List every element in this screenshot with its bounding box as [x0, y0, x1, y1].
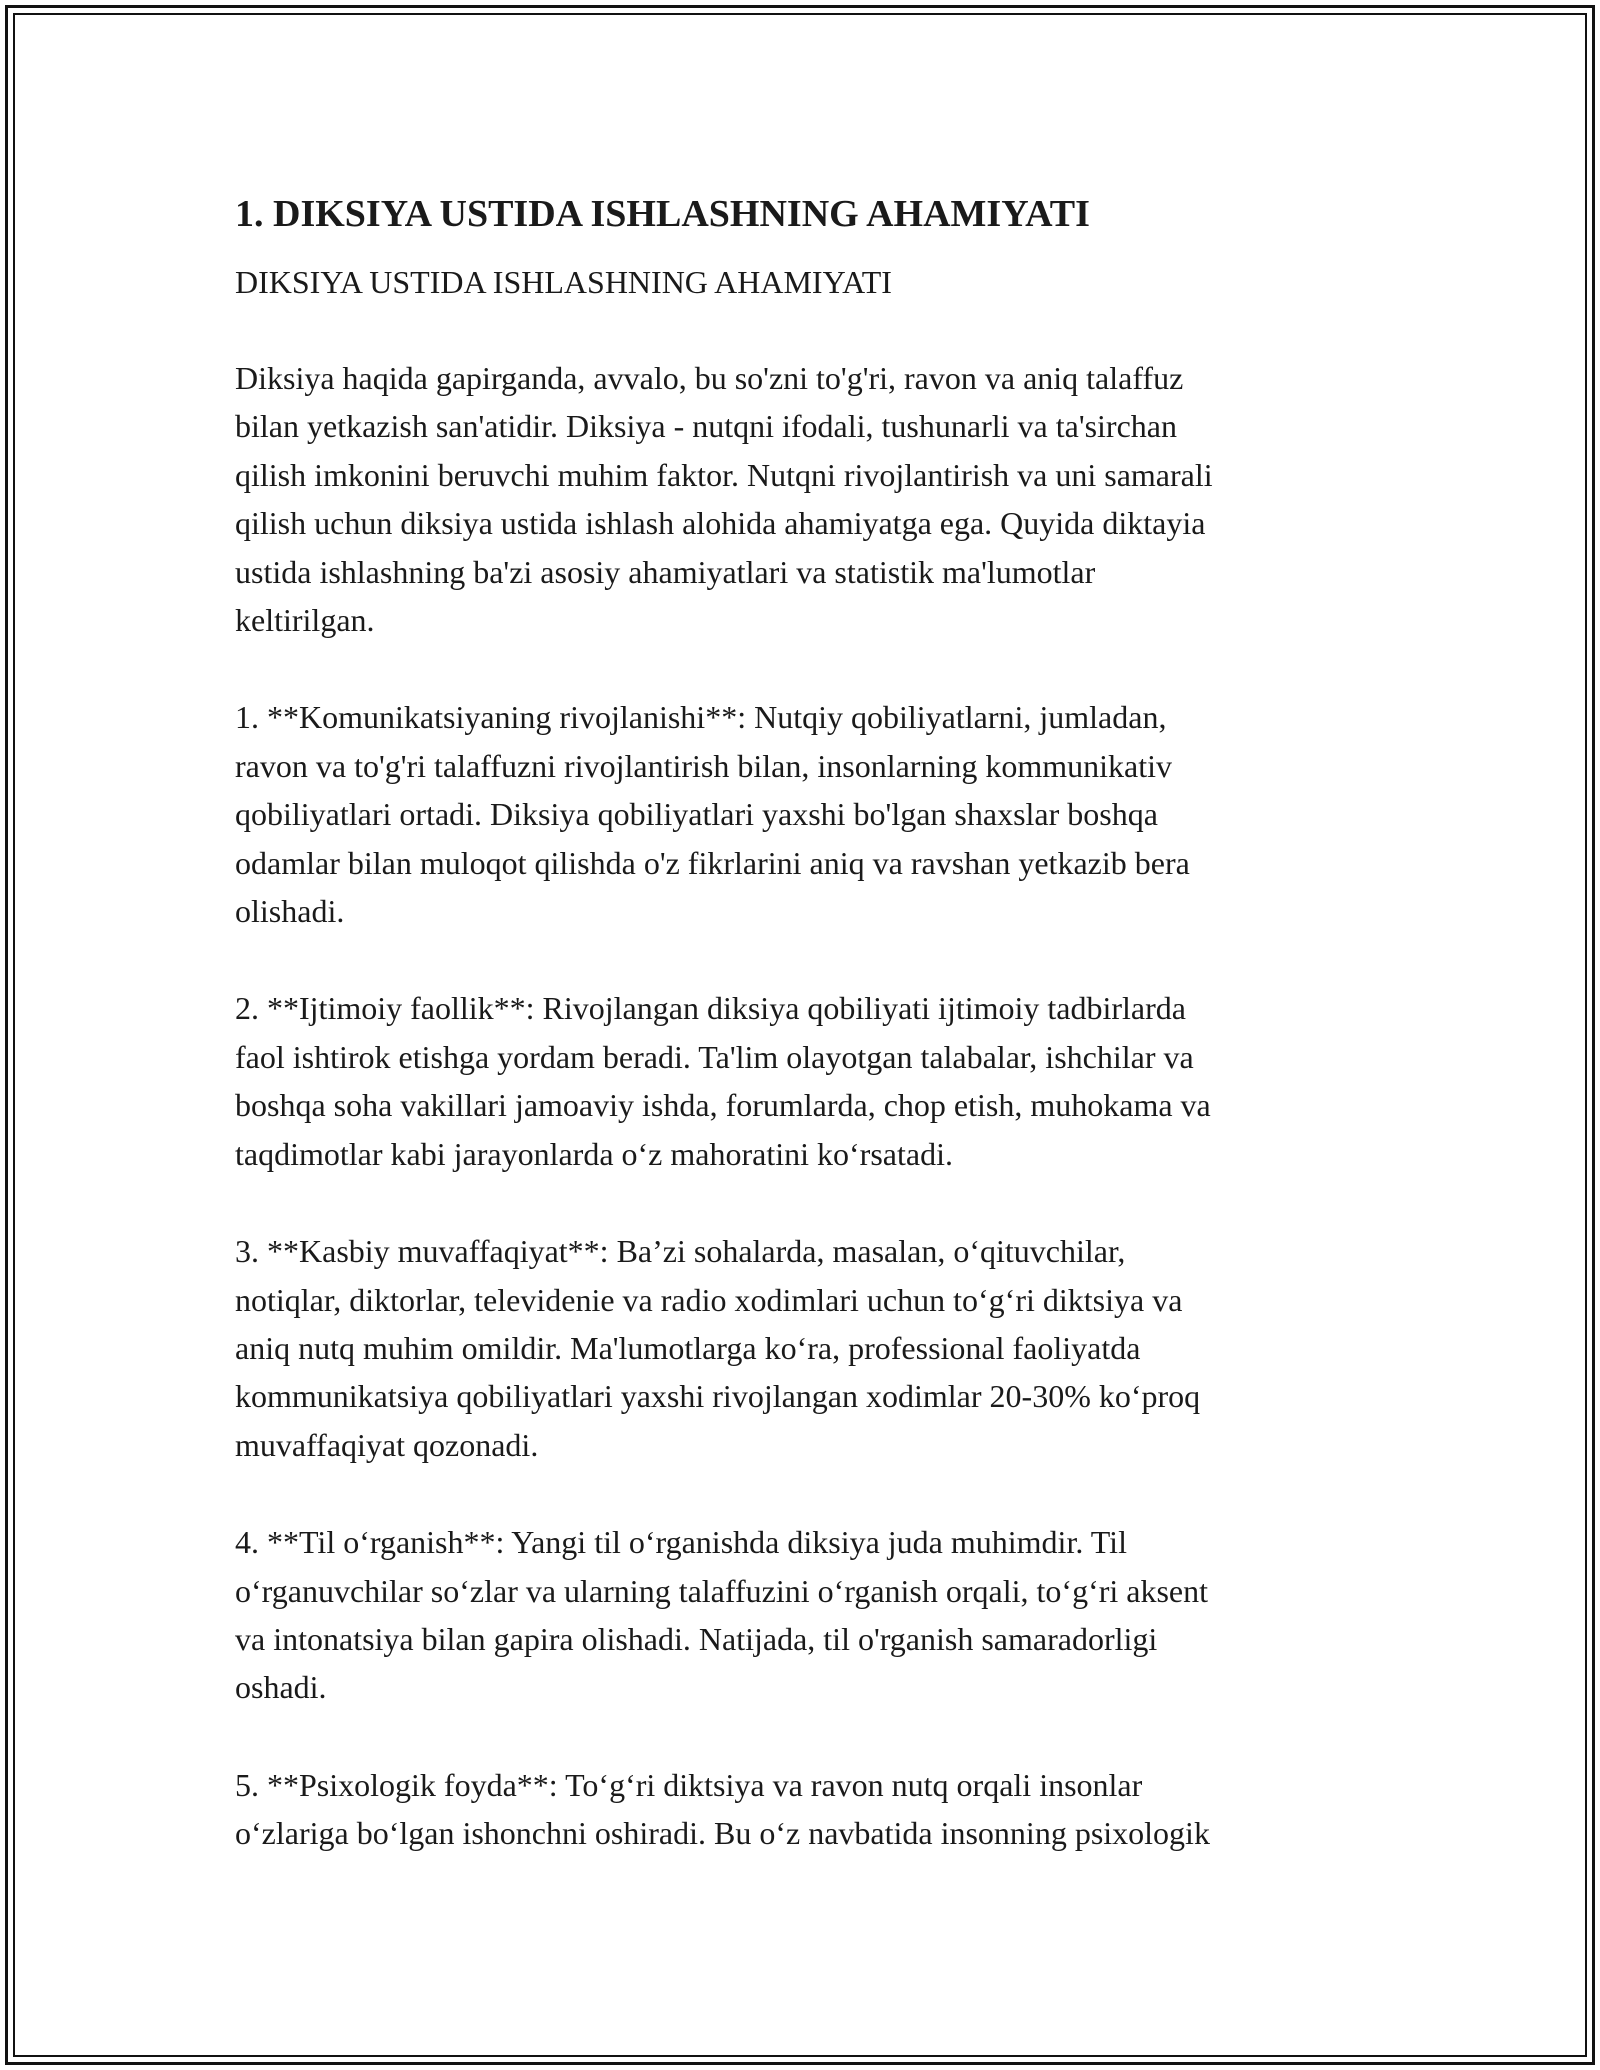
paragraph-psychological-benefit: 5. **Psixologik foyda**: To‘g‘ri diktsiya va ravon nutq orqali insonlar o‘zlariga bo‘lgan ishonchni oshiradi. Bu o‘z navbatida insonning psixologik — [235, 1766, 1210, 1852]
paragraph-language-learning: 4. **Til o‘rganish**: Yangi til o‘rganishda diksiya juda muhimdir. Til o‘rganuvchilar so‘zlar va ularning talaffuzini o‘rganish orqali, to‘g‘ri aksent va intonatsiya bilan gapira olishadi. Natijada, til o'rganish samaradorligi oshadi. — [235, 1524, 1209, 1706]
paragraph-social-activity: 2. **Ijtimoiy faollik**: Rivojlangan diksiya qobiliyati ijtimoiy tadbirlarda faol ishtirok etishga yordam beradi. Ta'lim olayotgan talabalar, ishchilar va boshqa soha vakillari jamoaviy ishda, forumlarda, chop etish, muhokama va taqdimotlar kabi jarayonlarda o‘z mahoratini ko‘rsatadi. — [235, 990, 1211, 1172]
paragraph-communication: 1. **Komunikatsiyaning rivojlanishi**: Nutqiy qobiliyatlarni, jumladan, ravon va to'g'ri talaffuzni rivojlantirish bilan, insonlarning kommunikativ qobiliyatlari ortadi. Diksiya qobiliyatlari yaxshi bo'lgan shaxslar boshqa odamlar bilan muloqot qilishda o'z fikrlarini aniq va ravshan yetkazib bera olishadi. — [235, 699, 1190, 930]
document-body — [235, 188, 1365, 1858]
document-heading: 1. DIKSIYA USTIDA ISHLASHNING AHAMIYATI — [235, 193, 1090, 235]
intro-paragraph: Diksiya haqida gapirganda, avvalo, bu so'zni to'g'ri, ravon va aniq talaffuz bilan yetkazish san'atidir. Diksiya - nutqni ifodali, tushunarli va ta'sirchan qilish imkonini beruvchi muhim faktor. Nutqni rivojlantirish va uni samarali qilish uchun diksiya ustida ishlash alohida ahamiyatga ega. Quyida diktayia ustida ishlashning ba'zi asosiy ahamiyatlari va statistik ma'lumotlar keltirilgan. — [235, 360, 1213, 639]
document-subtitle: DIKSIYA USTIDA ISHLASHNING AHAMIYATI — [235, 264, 892, 300]
paragraph-career-success: 3. **Kasbiy muvaffaqiyat**: Ba’zi sohalarda, masalan, o‘qituvchilar, notiqlar, diktorlar, televidenie va radio xodimlari uchun to‘g‘ri diktsiya va aniq nutq muhim omildir. Ma'lumotlarga ko‘ra, professional faoliyatda kommunikatsiya qobiliyatlari yaxshi rivojlangan xodimlar 20-30% ko‘proq muvaffaqiyat qozonadi. — [235, 1233, 1201, 1463]
